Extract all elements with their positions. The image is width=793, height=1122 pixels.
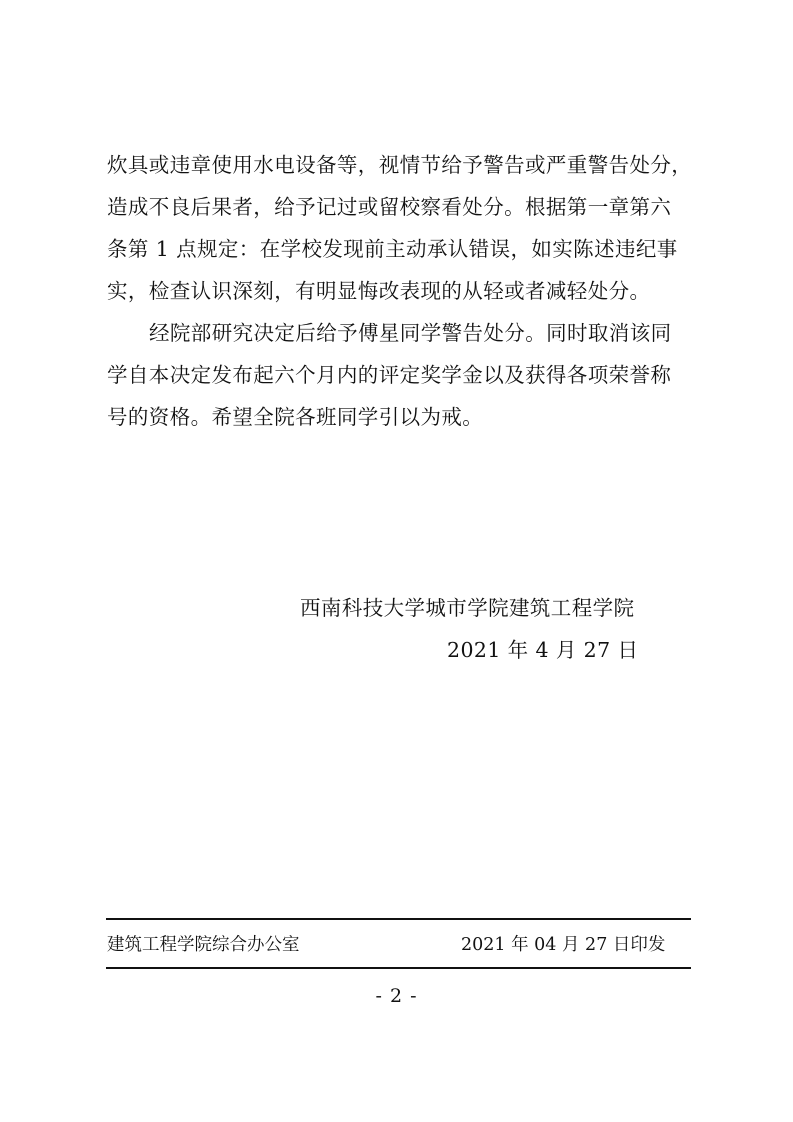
paragraph-1-line: 炊具或违章使用水电设备等，视情节给予警告或严重警告处分， — [107, 153, 693, 177]
paragraph-1-line: 实，检查认识深刻，有明显悔改表现的从轻或者减轻处分。 — [107, 279, 651, 303]
body-text — [107, 144, 697, 438]
paragraph-1-line: 条第 1 点规定：在学校发现前主动承认错误，如实陈述违纪事 — [107, 237, 678, 261]
footer-issuer: 建筑工程学院综合办公室 — [107, 935, 300, 955]
paragraph-1 — [107, 144, 697, 312]
footer-top-rule — [106, 918, 691, 920]
page-number: - 2 - — [375, 985, 418, 1007]
paragraph-2 — [107, 312, 697, 438]
paragraph-2-line: 号的资格。希望全院各班同学引以为戒。 — [107, 405, 484, 429]
signature-organization: 西南科技大学城市学院建筑工程学院 — [300, 596, 635, 620]
footer-issue-date: 2021 年 04 月 27 日印发 — [461, 935, 666, 955]
paragraph-2-line: 学自本决定发布起六个月内的评定奖学金以及获得各项荣誉称 — [107, 363, 672, 387]
footer-bottom-rule — [106, 967, 691, 969]
paragraph-1-line: 造成不良后果者，给予记过或留校察看处分。根据第一章第六 — [107, 195, 672, 219]
signature-date: 2021 年 4 月 27 日 — [447, 638, 639, 662]
paragraph-2-line: 经院部研究决定后给予傅星同学警告处分。同时取消该同 — [149, 321, 672, 345]
